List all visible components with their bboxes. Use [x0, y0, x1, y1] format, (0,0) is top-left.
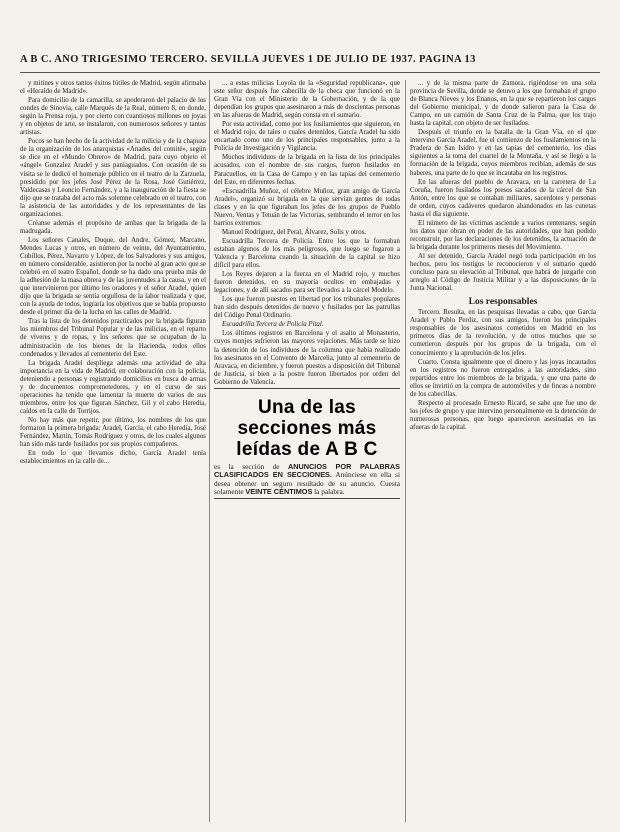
subheading: Escuadrilla Tercera de Policía Pital. — [222, 321, 324, 329]
paragraph: Pocos se han hecho de la actividad de la milicia y de la chapuza de la organización de los anarquistas «Anades del comité», según se dice en el «Mundo Obrero» de Madrid, para cuyo objeto el «ángel» Gonzalez Aradel y sus paniaguados. Con ocasión de su visita se le dedicó el homenaje público en el teatro de la Zarzuela, presidido por los jefes José Pérez de la Rosa, José Gutiérrez, Valdecasas y Leoncio Fernández, y a la inauguración de la fiesta se dijo que se trataba del acto más solemne celebrado en el teatro, con la asistencia de las autoridades y de los representantes de las organizaciones. — [20, 138, 206, 218]
column-divider — [405, 80, 406, 822]
paragraph: La brigada Aradel despliega además una actividad de alta importancia en la vida de Madrid, en colaboración con la policía, deteniendo a personas y registrando domicilios en busca de armas y de documentos comprometedores, y en el curso de sus operaciones ha tenido que lamentar la muerte de varios de sus miembros, entre los que figuran Sánchez, Gil y el cabo Heredia, caídos en la calle de Torrijos. — [20, 359, 206, 415]
paragraph: Al ser detenido, García Aradel negó toda participación en los hechos, pero los testigos le reconocieron y el sumario quedó concluso para su elevación al Tribunal, que habrá de juzgarle con arreglo al Código de Justicia Militar y a las disposiciones de la Junta Nacional. — [410, 252, 596, 293]
paragraph: El número de las víctimas asciende a varios centenares, según los datos que obran en poder de las autoridades, que han podido reconstruir, por las declaraciones de los detenidos, la actuación de la brigada durante los primeros meses del Movimiento. — [410, 219, 596, 251]
paragraph: ... a estas milicias Loyola de la «Seguridad republicana», que este señor después fue cabecilla de la checa que funcionó en la Gran Vía con el Ministerio de la Gobernación, y de la que dependían los grupos que asesinaron a más de doscientas personas en las afueras de Madrid, según consta en el sumario. — [214, 80, 400, 120]
header-rule — [20, 72, 600, 73]
paragraph: Los últimos registros en Barcelona y el asalto al Monasterio, cuyos monjes sufrieron las mayores vejaciones. Más tarde se hizo la detención de los individuos de la columna que había realizado los asesinatos en el Convento de Marcelia, junto al cementerio de Aravaca, en diciembre, y fueron puestos a disposición del Tribunal de Justicia, si bien a la postre fueron libertados por orden del Gobierno de Valencia. — [214, 330, 400, 386]
column-3 — [410, 80, 596, 822]
ad-headline: Una de las secciones más leídas de A B C — [236, 396, 378, 460]
column-divider — [209, 80, 210, 822]
paragraph: «Escuadrilla Muñoz, el célebre Muñoz, gran amigo de García Aradel», organizó su brigada en la que servían gentes de todas clases y en la que figuraban los jefes de los grupos de Pueblo Nuevo, Ventas y Tetuán de las Victorias, sembrando el terror en los barrios extremos. — [214, 187, 400, 227]
ad-text: la palabra. — [314, 486, 345, 496]
paragraph: Después el triunfo en la batalla de la Gran Vía, en el que intervino García Aradel, fue el comienzo de los fusilamientos en la Pradera de San Isidro y en las tapias del cementerio, los días siguientes a la toma del cuartel de la Montaña, y así se llegó a la formación de la brigada, cuyos miembros recibían, además de sus haberes, una parte de lo que se incautaba en los registros. — [410, 129, 596, 177]
paragraph: En todo lo que llevamos dicho, García Aradel tenía establecimientos en la calle de... — [20, 450, 206, 466]
paragraph: Por esta actividad, como por los fusilamientos que siguieron, en el Madrid rojo, de tales o cuales detenidos, García Aradel ha sido encartado como uno de los principales responsables, junto a la Policía de Investigación y Vigilancia. — [214, 121, 400, 153]
paragraph: Muchos individuos de la brigada en la lista de los principales acusados, con el nombre de sus cargos, fueron fusilados en Paracuellos, en la Casa de Campo y en las tapias del cementerio del Este, en diferentes fechas. — [214, 154, 400, 186]
column-2 — [214, 80, 400, 822]
paragraph: Tercero. Resulta, en las pesquisas llevadas a cabo, que García Aradel y Pablo Perdiz, con sus amigos, fueron los principales responsables de los asesinatos cometidos en Madrid en los primeros días de la revolución, y de otros muchos que se cometieron después por los grupos de la brigada, con el conocimiento y la aprobación de los jefes. — [410, 309, 596, 357]
paragraph: Manuel Rodríguez, del Peral, Álvarez, Solis y otros. — [222, 228, 367, 236]
paragraph: y mitines y otros tantos éxitos fútiles de Madrid, según afirmaba el «Heraldo de Madrid». — [20, 80, 206, 96]
paragraph: Respecto al procesado Ernesto Ricard, se sabe que fue uno de los jefes de grupo y que intervino personalmente en la detención de numerosas personas, que luego aparecieron asesinadas en las afueras de la capital. — [410, 399, 596, 431]
ad-text: es la sección de — [214, 461, 280, 471]
ad-price: VEINTE CÉNTIMOS — [245, 486, 313, 496]
paragraph: Escuadrilla Tercera de Policía. Entre los que la formaban estaban algunos de los más peligrosos, que luego se fugaron a Valencia y Barcelona cuando la situación de la capital se hizo difícil para ellos. — [214, 237, 400, 270]
paragraph: Los señores Canales, Duque, del Andre, Gómez, Marcano, Mendes Lucas y otros, en número de veinte, del Ayuntamiento, Cubillos, Pérez, Navarro y López, de los Salvadores y sus amigos, en número considerable, asistieron por la noche al gran acto que se celebró en el teatro Español, donde se ha dado una prueba más de la adhesión de la masa obrera y de las juventudes a la causa, y en el que intervinieron por último los oradores y el señor Aradel, quien dijo que la brigada se sentía orgullosa de la labor realizada y que, con la ayuda de todos, lograría los objetivos que se había propuesto desde el primer día de la lucha en las calles de Madrid. — [20, 236, 206, 317]
ad-bold-text: ANUNCIOS POR PALABRAS CLASIFICADOS EN SECCIONES. — [214, 461, 400, 480]
paragraph: Para domicilio de la camarilla, se apoderaron del palacio de los condes de Sinovia, calle Marqués de la Real, número 8, en donde, según la Prensa roja, y por cierto con cuantiosos millones en joyas y en objetos de arte, se instalaron, con numerosos señores y tantos artistas. — [20, 97, 206, 137]
paragraph: Los que fueron puestos en libertad por los tribunales populares han sido después detenidos de nuevo y fusilados por las patrullas del Código Penal Ordinario. — [214, 296, 400, 320]
paragraph: No hay más que repetir, por último, los nombres de los que formaron la primera brigada: Aradel, García, el cabo Heredia, José Fernández, Martín, Tomás Rodríguez y otros, de los cuales algunos han sido más tarde fusilados por sus propios compañeros. — [20, 416, 206, 449]
section-title: Los responsables — [468, 297, 538, 308]
column-1 — [20, 80, 206, 822]
paragraph: Cuarto. Consta igualmente que el dinero y las joyas incautados en los registros no fueron entregados a las autoridades, sino repartidos entre los miembros de la brigada, y que una parte de ellos se invirtió en la compra de automóviles y de fincas a nombre de los cabecillas. — [410, 358, 596, 398]
paragraph: En las afueras del pueblo de Aravaca, en la carretera de La Coruña, fueron fusilados los presos sacados de la cárcel de San Antón, entre los que se contaban militares, sacerdotes y personas de orden, cuyos cadáveres quedaron abandonados en las cunetas hasta el día siguiente. — [410, 178, 596, 218]
classified-ad — [214, 388, 400, 500]
paragraph: Los Reyes dejaron a la fuerza en el Madrid rojo, y muchos fueron detenidos, en su mayoría ocultos en embajadas y legaciones, y de allí sacados para ser llevados a la cárcel Modelo. — [214, 271, 400, 295]
paragraph: ... y de la misma parte de Zamora, rigiéndose en una sola provincia de Sevilla, donde se detuvo a los que formaban el grupo de Blanca Nieves y los Enanos, en la que se repartieron los cargos del Gobierno municipal, y de donde salieron para la Casa de Campo, en un camión de Santa Cruz de la Palma, que los trajo hasta la capital, con objeto de ser fusilados. — [410, 80, 596, 128]
ad-body — [214, 463, 400, 497]
paragraph: Tras la lista de los detenidos practicados por la brigada figuran los miembros del Tribunal Popular y de las milicias, en el reparto de víveres y de ropas, y los señores que se ocupaban de la administración de los bienes de la Hacienda, todos ellos condenados y llevados al cementerio del Este. — [20, 318, 206, 358]
ad-text: Anúnciese en ella si desea obtener un seguro resultado de su anuncio. Cuesta solamente — [214, 470, 400, 496]
paragraph: Créanse además el propósito de ambas que la brigada de la madrugada. — [20, 219, 206, 235]
page-header: A B C. AÑO TRIGESIMO TERCERO. SEVILLA JUEVES 1 DE JULIO DE 1937. PAGINA 13 — [20, 54, 476, 65]
